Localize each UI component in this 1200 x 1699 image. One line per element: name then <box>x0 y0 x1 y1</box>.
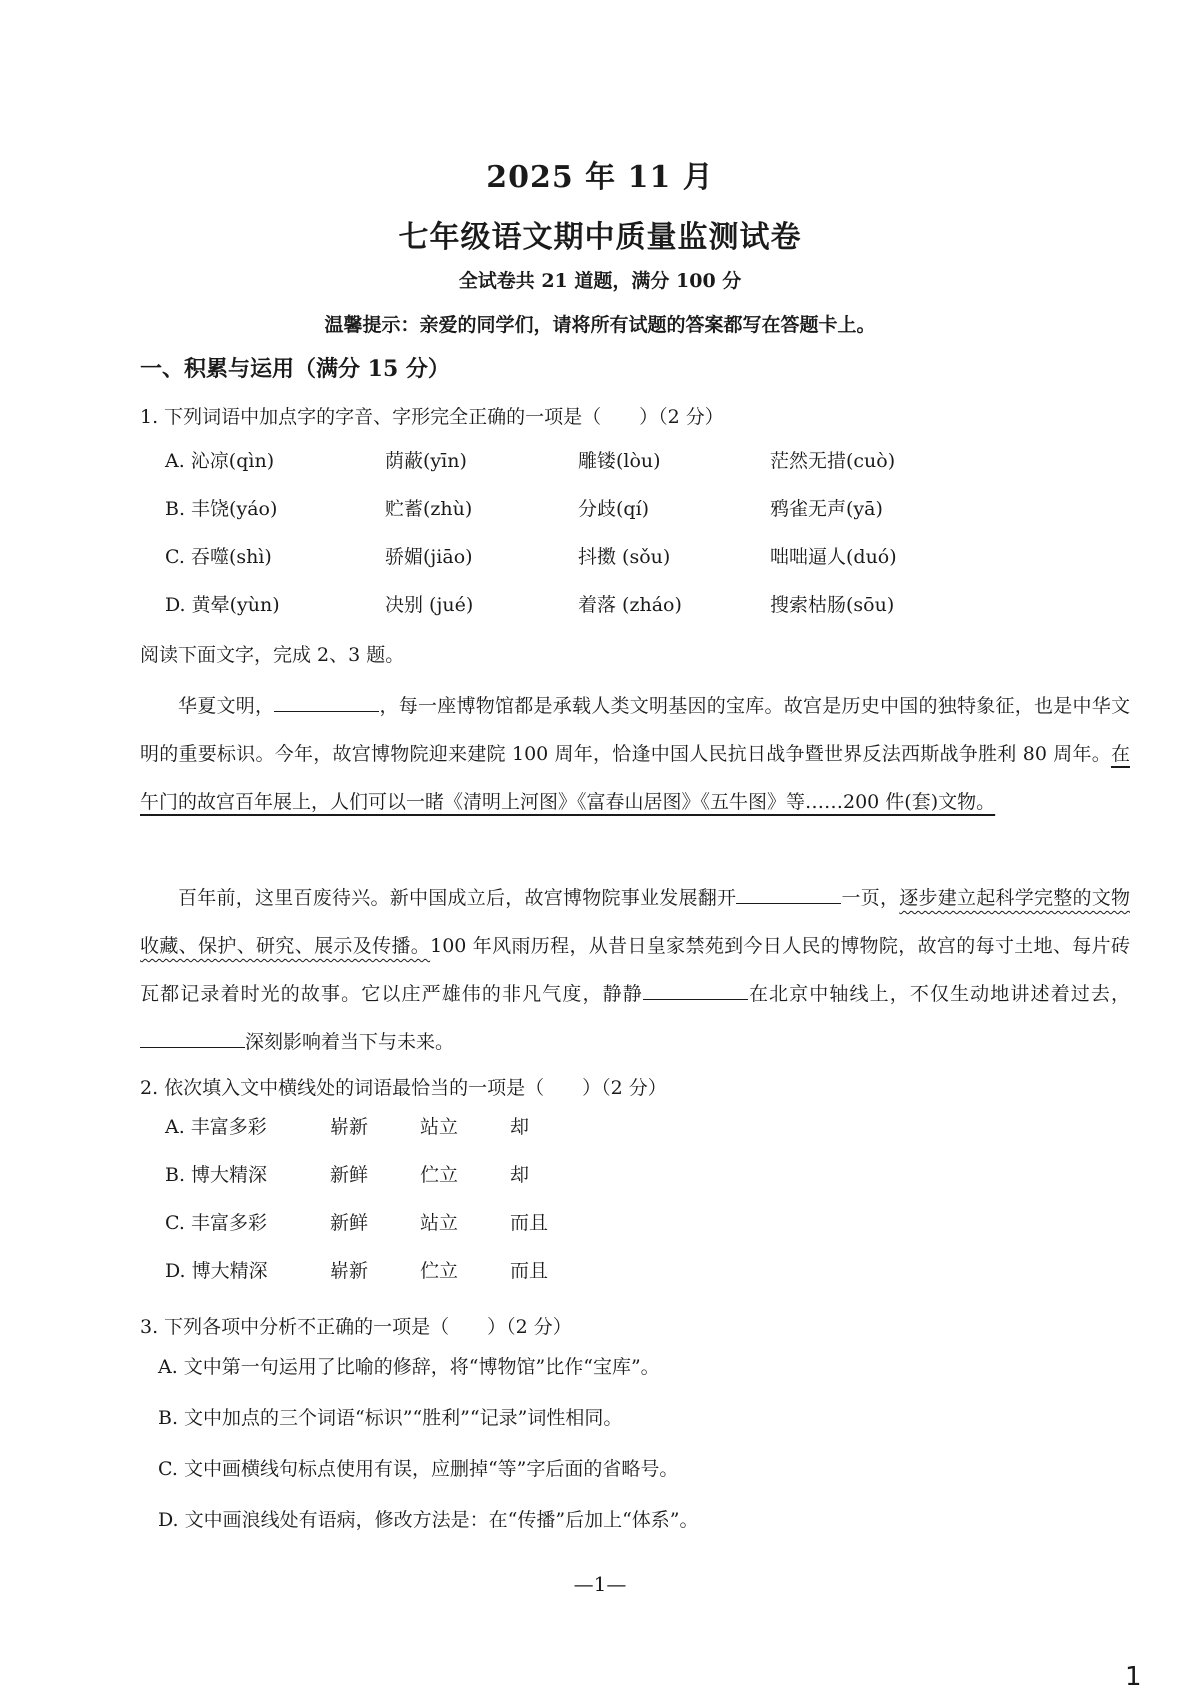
exam-date: 2025 年 11 月 <box>486 160 714 195</box>
q2-a-word2: 崭新 <box>330 1116 369 1138</box>
q2-c-word3: 站立 <box>420 1212 459 1234</box>
q1-a-word3: 雕镂(lòu) <box>578 450 661 472</box>
page-number: —1— <box>573 1572 627 1596</box>
q2-a-word4: 却 <box>510 1116 530 1138</box>
blank-2 <box>736 883 841 904</box>
q1-d-word4: 搜索枯肠(sōu) <box>770 594 895 616</box>
q2-d-word1: D. 博大精深 <box>165 1260 268 1282</box>
question-2-stem: 2. 依次填入文中横线处的词语最恰当的一项是（ ）（2 分） <box>140 1077 667 1099</box>
reading-paragraph-2 <box>140 874 1130 1066</box>
q3-option-d: D. 文中画浪线处有语病，修改方法是：在“传播”后加上“体系”。 <box>158 1509 699 1531</box>
q3-option-c: C. 文中画横线句标点使用有误，应删掉“等”字后面的省略号。 <box>158 1458 679 1480</box>
reading-paragraph-1 <box>140 682 1130 826</box>
p2-text-c: 100 年风雨历程，从昔日皇家禁苑到今日人民的博物院，故宫的每寸土地、每片砖瓦都记录着时光的故事。它以庄严雄伟的非凡气度，静静 <box>140 935 1130 1005</box>
q1-b-word4: 鸦雀无声(yā) <box>770 498 883 520</box>
q1-c-word2: 骄媚(jiāo) <box>385 546 473 568</box>
q2-a-word3: 站立 <box>420 1116 459 1138</box>
q1-a-word1: A. 沁凉(qìn) <box>165 450 275 472</box>
p2-text-b: 一页， <box>841 887 900 909</box>
q2-b-word4: 却 <box>510 1164 530 1186</box>
p1-underlined-sentence: 在午门的故宫百年展上，人们可以一睹《清明上河图》《富春山居图》《五牛图》等……200 件(套)文物。 <box>140 743 1130 813</box>
p2-text-a: 百年前，这里百废待兴。新中国成立后，故宫博物院事业发展翻开 <box>178 887 737 909</box>
p1-text-a: 华夏文明， <box>178 695 275 717</box>
p2-text-d: 在北京中轴线上，不仅生动地讲述着过去， <box>747 983 1130 1005</box>
q3-option-b: B. 文中加点的三个词语“标识”“胜利”“记录”词性相同。 <box>158 1407 623 1429</box>
q1-c-word1: C. 吞噬(shì) <box>165 546 272 568</box>
q1-c-word4: 咄咄逼人(duó) <box>770 546 897 568</box>
q1-a-word2: 荫蔽(yīn) <box>385 450 467 472</box>
question-3-stem: 3. 下列各项中分析不正确的一项是（ ）（2 分） <box>140 1316 572 1338</box>
exam-tip: 温馨提示：亲爱的同学们，请将所有试题的答案都写在答题卡上。 <box>324 314 876 336</box>
q1-b-word1: B. 丰饶(yáo) <box>165 498 278 520</box>
q2-b-word1: B. 博大精深 <box>165 1164 268 1186</box>
q1-d-word1: D. 黄晕(yùn) <box>165 594 280 616</box>
q1-a-word4: 茫然无措(cuò) <box>770 450 896 472</box>
exam-subtitle: 全试卷共 21 道题，满分 100 分 <box>458 270 742 292</box>
p2-text-e: 深刻影响着当下与未来。 <box>245 1031 455 1053</box>
q1-b-word2: 贮蓄(zhù) <box>385 498 473 520</box>
p2-wavy-sentence: 逐步建立起科学完整的文物收藏、保护、研究、展示及传播。 <box>140 887 1130 957</box>
q1-c-word3: 抖擞 (sǒu) <box>578 546 671 568</box>
blank-4 <box>140 1027 245 1048</box>
q2-c-word4: 而且 <box>510 1212 549 1234</box>
question-3-options <box>158 1352 699 1556</box>
q2-b-word3: 伫立 <box>420 1164 459 1186</box>
q1-d-word3: 着落 (zháo) <box>578 594 682 616</box>
blank-3 <box>643 979 748 1000</box>
q2-a-word1: A. 丰富多彩 <box>165 1116 267 1138</box>
q2-d-word3: 伫立 <box>420 1260 459 1282</box>
exam-title: 七年级语文期中质量监测试卷 <box>398 220 802 255</box>
q1-d-word2: 决别 (jué) <box>385 594 474 616</box>
q2-c-word2: 新鲜 <box>330 1212 369 1234</box>
reading-intro: 阅读下面文字，完成 2、3 题。 <box>140 644 405 666</box>
q3-option-a: A. 文中第一句运用了比喻的修辞，将“博物馆”比作“宝库”。 <box>158 1356 660 1378</box>
corner-number: 1 <box>1125 1662 1142 1692</box>
q2-d-word4: 而且 <box>510 1260 549 1282</box>
question-1-stem: 1. 下列词语中加点字的字音、字形完全正确的一项是（ ）（2 分） <box>140 406 724 428</box>
q2-b-word2: 新鲜 <box>330 1164 369 1186</box>
q1-b-word3: 分歧(qí) <box>578 498 650 520</box>
q2-d-word2: 崭新 <box>330 1260 369 1282</box>
blank-1 <box>274 691 379 712</box>
section-heading: 一、积累与运用（满分 15 分） <box>140 356 450 382</box>
p1-text-b: ，每一座博物馆都是承载人类文明基因的宝库。故宫是历史中国的独特象征，也是中华文明的重要标识。今年，故宫博物院迎来建院 100 周年，恰逢中国人民抗日战争暨世界反法西斯战争胜利 80 周年。 <box>140 695 1130 765</box>
q2-c-word1: C. 丰富多彩 <box>165 1212 267 1234</box>
